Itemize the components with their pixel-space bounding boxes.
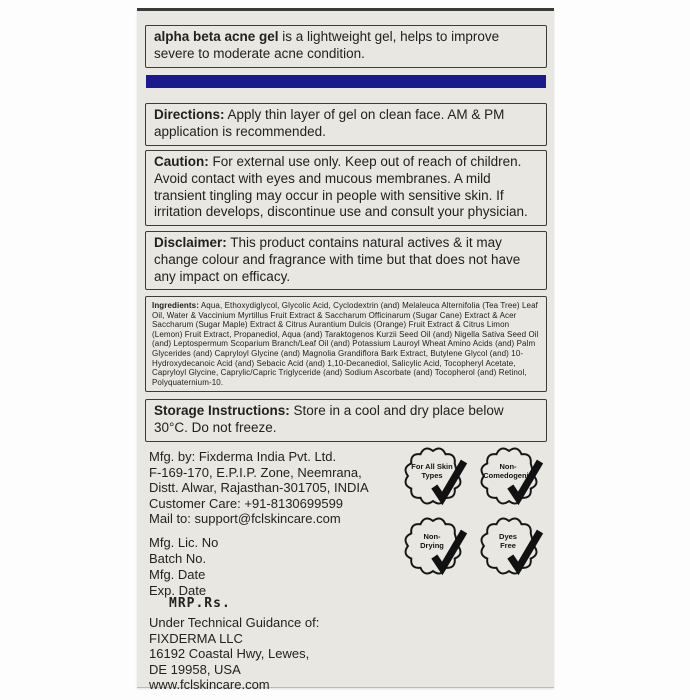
disclaimer-text: This product contains natural actives & it may change colour and fragrance with time but that does not have any impact on efficacy.: [154, 235, 521, 284]
badge-dyes-free: [476, 513, 542, 579]
badge-label: Non- Drying: [420, 532, 444, 550]
website-text: www.fclskincare.com: [149, 677, 270, 692]
support-email: Mail to: support@fclskincare.com: [149, 511, 341, 526]
storage-box: [145, 399, 547, 442]
caution-heading: Caution:: [154, 154, 209, 169]
badge-for-all-skin-types: [400, 443, 466, 509]
directions-heading: Directions:: [154, 107, 225, 122]
mrp-text: MRP.Rs.: [169, 596, 231, 611]
directions-text: Apply thin layer of gel on clean face. AM & PM application is recommended.: [154, 107, 505, 139]
intro-box: [145, 25, 547, 68]
caution-box: [145, 150, 547, 226]
mfg-date-field: Mfg. Date: [149, 567, 206, 582]
manufacturer-block: [149, 449, 419, 527]
caution-text: For external use only. Keep out of reach of children. Avoid contact with eyes and mucous membranes. A mild transient tingling may occur in people with sensitive skin. If irritation develops, discontinue use and consult your physician.: [154, 154, 528, 220]
product-label-card: [137, 8, 554, 692]
badge-non-comedogenic: [476, 443, 542, 509]
badge-label: For All Skin Types: [411, 462, 453, 480]
guidance-heading: Under Technical Guidance of:: [149, 615, 320, 630]
intro-text: is a lightweight gel, helps to improve severe to moderate acne condition.: [154, 29, 500, 61]
disclaimer-heading: Disclaimer:: [154, 235, 227, 250]
ingredients-text: Aqua, Ethoxydiglycol, Glycolic Acid, Cyclodextrin (and) Melaleuca Alternifolia (Tea Tree) Leaf Oil, Water & Vaccinium Myrtillus Fruit Extract & Saccharum Officinarum (Sugar Cane) Extract & Acer Saccharum (Sugar Maple) Extract & Citrus Aurantium Dulcis (Orange) Fruit Extract & Citrus Limon (Lemon) Fruit Extract, Propanediol, Aqua (and) Taraktogenos Kurzii Seed Oil (and) Nigella Sativa Seed Oil (and) Leptospermum Scoparium Branch/Leaf Oil (and) Potassium Lauroyl Wheat Amino Acids (and) Palm Glycerides (and) Capryloyl Glycine (and) Magnolia Grandiflora Bark Extract, Butylene Glycol (and) 10-Hydroxydecanoic Acid (and) Sebacic Acid (and) 1,10-Decanediol, Salicylic Acid, Tocopheryl Acetate, Capryloyl Glycine, Caprylic/Capric Triglyceride (and) Sodium Ascorbate (and) Tocopherol (and) Retinol, Polyquaternium-10.: [152, 301, 539, 387]
badge-non-drying: [400, 513, 466, 579]
manufacturer-name: Mfg. by: Fixderma India Pvt. Ltd.: [149, 449, 337, 464]
badge-label: Non- Comedogenic: [483, 462, 533, 480]
badge-label: Dyes Free: [499, 532, 517, 550]
guidance-block: [149, 615, 439, 693]
certification-badge-grid: [400, 443, 544, 579]
mfg-lic-no-field: Mfg. Lic. No: [149, 535, 219, 550]
product-name: alpha beta acne gel: [154, 29, 279, 44]
guidance-company: FIXDERMA LLC: [149, 630, 243, 646]
guidance-address-line1: 16192 Coastal Hwy, Lewes,: [149, 646, 310, 661]
manufacturer-address-line1: F-169-170, E.P.I.P. Zone, Neemrana,: [149, 464, 362, 480]
directions-box: [145, 103, 547, 146]
manufacturer-address-line2: Distt. Alwar, Rajasthan-301705, INDIA: [149, 480, 369, 495]
guidance-address-line2: DE 19958, USA: [149, 661, 241, 677]
storage-text: Store in a cool and dry place below 30°C. Do not freeze.: [154, 403, 504, 435]
storage-heading: Storage Instructions:: [154, 403, 290, 418]
exp-date-field: Exp. Date: [149, 583, 207, 598]
ingredients-box: [145, 296, 547, 392]
batch-info-block: [149, 535, 349, 599]
disclaimer-box: [145, 231, 547, 290]
batch-no-field: Batch No.: [149, 551, 207, 566]
customer-care-phone: Customer Care: +91-8130699599: [149, 495, 344, 511]
ingredients-heading: Ingredients:: [152, 301, 199, 310]
accent-bar: [146, 75, 546, 88]
